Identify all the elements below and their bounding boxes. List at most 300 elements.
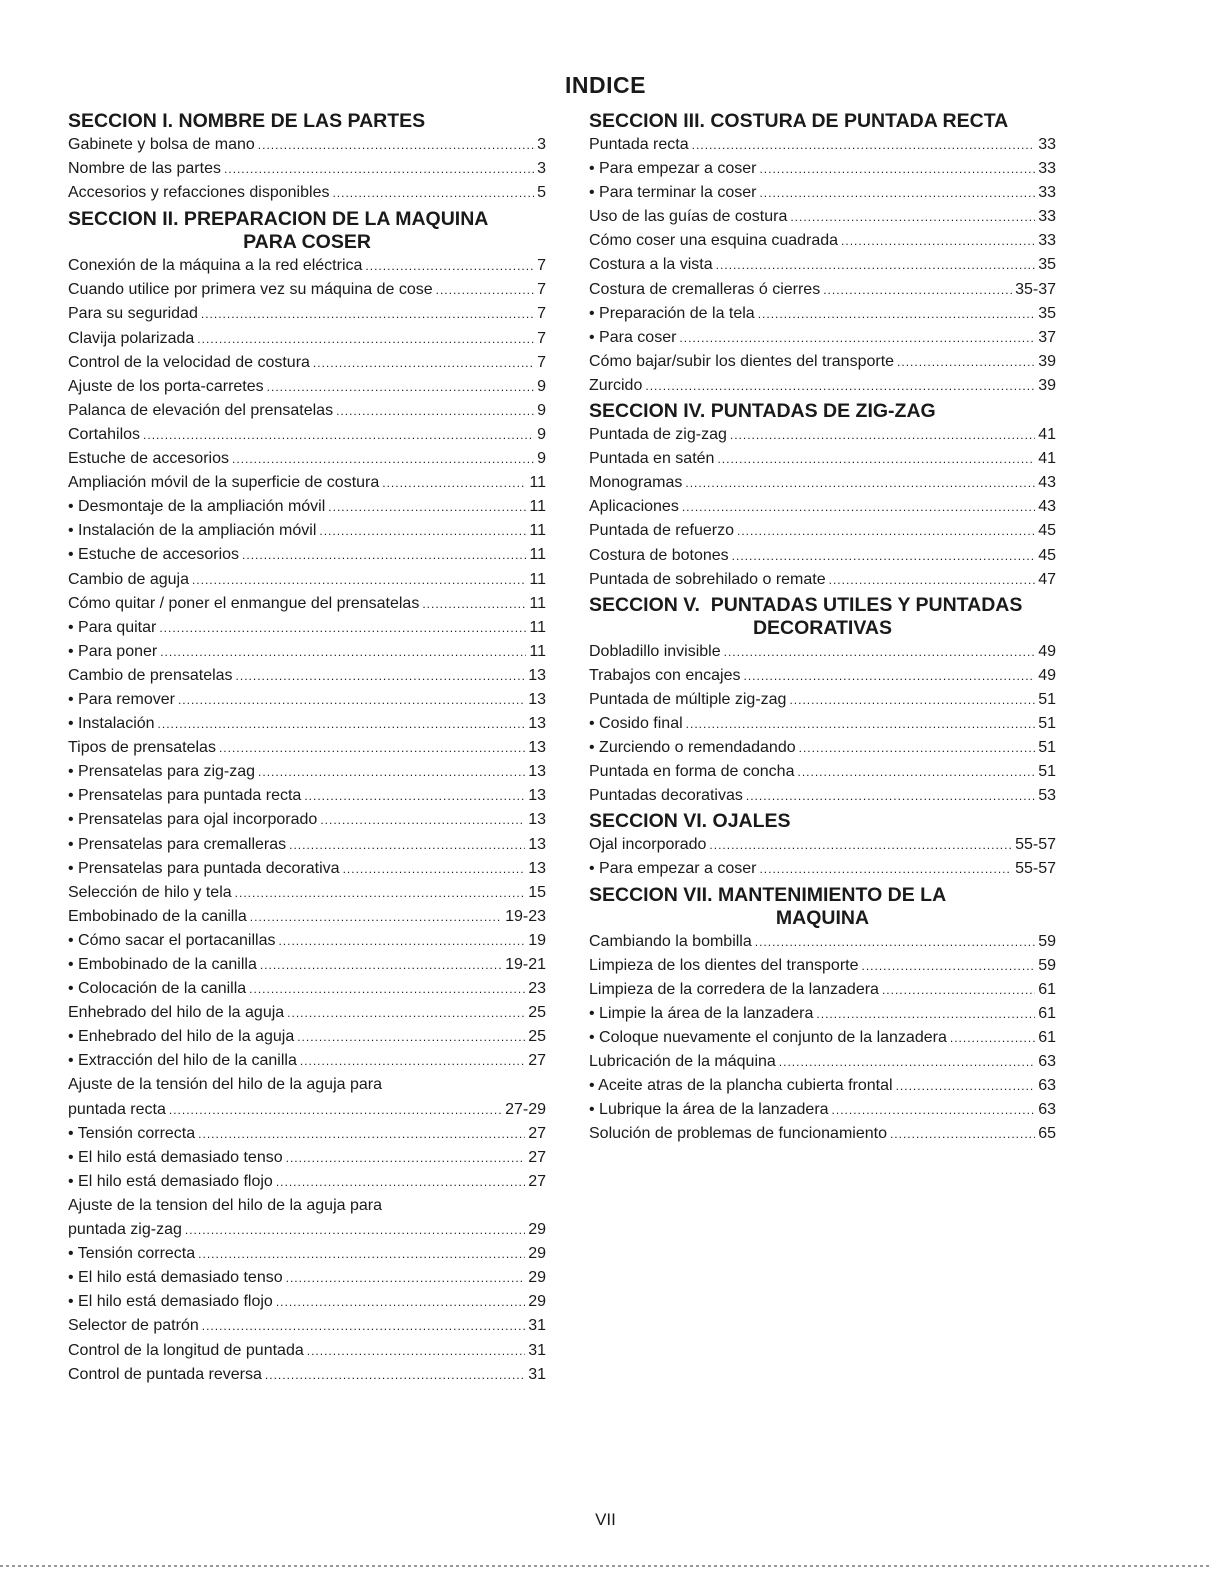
toc-entry-label: Cortahilos (68, 425, 141, 443)
toc-entry (589, 1074, 1056, 1098)
toc-entry-label: puntada recta (68, 1100, 166, 1118)
dot-leader (679, 326, 1035, 350)
toc-entry (589, 712, 1056, 736)
toc-entry-page: 19 (528, 931, 546, 949)
toc-entry (68, 1025, 546, 1049)
toc-entry (68, 905, 546, 929)
section-5-title: SECCION V. PUNTADAS UTILES Y PUNTADAS (589, 593, 1023, 616)
toc-entry-label: Puntada de sobrehilado o remate (589, 570, 826, 588)
dot-leader (829, 568, 1036, 592)
toc-entry-page: 53 (1038, 787, 1056, 805)
dot-leader (219, 736, 525, 760)
toc-entry-page: 51 (1038, 763, 1056, 781)
section-1-heading: SECCION I. NOMBRE DE LAS PARTES (68, 110, 426, 132)
toc-entry (589, 495, 1056, 519)
toc-entry-page: 47 (1038, 570, 1056, 588)
toc-entry (589, 688, 1056, 712)
toc-entry-page: 41 (1038, 426, 1056, 444)
toc-entry-page: 65 (1038, 1125, 1056, 1143)
dot-leader (224, 157, 534, 181)
toc-entry-label: • Cosido final (589, 714, 683, 732)
dot-leader (755, 930, 1035, 954)
toc-entry (589, 471, 1056, 495)
section-2-list-c (68, 1218, 546, 1387)
toc-entry (589, 1050, 1056, 1074)
toc-entry-label: Trabajos con encajes (589, 666, 741, 684)
dot-leader (276, 1170, 525, 1194)
toc-entry-label: • Extracción del hilo de la canilla (68, 1052, 297, 1070)
toc-entry (68, 133, 546, 157)
toc-entry (589, 930, 1056, 954)
toc-entry (68, 519, 546, 543)
toc-entry-label: Cambiando la bombilla (589, 932, 752, 950)
dot-leader (790, 205, 1035, 229)
toc-entry (589, 253, 1056, 277)
toc-entry-label: Control de puntada reversa (68, 1365, 262, 1383)
toc-entry-page: 51 (1038, 714, 1056, 732)
toc-entry-label: • Prensatelas para puntada decorativa (68, 859, 340, 877)
toc-entry (68, 1122, 546, 1146)
toc-entry-label: • Limpie la área de la lanzadera (589, 1004, 814, 1022)
toc-entry-label: Limpieza de la corredera de la lanzadera (589, 980, 879, 998)
dot-leader (759, 157, 1035, 181)
toc-entry-page: 45 (1038, 546, 1056, 564)
toc-entry (68, 278, 546, 302)
dot-leader (198, 1242, 525, 1266)
toc-entry-page: 33 (1038, 208, 1056, 226)
toc-entry (589, 326, 1056, 350)
dot-leader (758, 302, 1036, 326)
toc-entry-label: Para su seguridad (68, 305, 198, 323)
toc-entry (68, 881, 546, 905)
toc-entry-page: 49 (1038, 642, 1056, 660)
dot-leader (686, 712, 1036, 736)
dot-leader (816, 1002, 1035, 1026)
dot-leader (158, 712, 526, 736)
dot-leader (332, 181, 534, 205)
dot-leader (159, 616, 526, 640)
toc-entry-page: 7 (537, 257, 546, 275)
toc-entry-label: Conexión de la máquina a la red eléctrica (68, 257, 363, 275)
section-2-list (68, 254, 546, 1073)
toc-entry (589, 640, 1056, 664)
toc-entry-page: 7 (537, 353, 546, 371)
dot-leader (841, 229, 1035, 253)
dot-leader (897, 350, 1035, 374)
toc-entry-page: 11 (529, 618, 546, 636)
toc-entry-label: Puntada recta (589, 136, 689, 153)
toc-entry-label: • Aceite atras de la plancha cubierta frontal (589, 1077, 893, 1095)
toc-entry-label: • El hilo está demasiado tenso (68, 1269, 283, 1287)
toc-entry-page: 13 (528, 739, 546, 757)
toc-entry-page: 13 (528, 666, 546, 684)
toc-entry (68, 1290, 546, 1314)
dot-leader (422, 592, 526, 616)
toc-entry-page: 19-21 (505, 956, 546, 973)
toc-entry (589, 1098, 1056, 1122)
toc-entry-label: Puntadas decorativas (589, 787, 743, 805)
toc-entry-label: • Preparación de la tela (589, 304, 755, 322)
index-title: INDICE (565, 72, 646, 98)
section-2-list-b (68, 1098, 546, 1194)
toc-entry-page: 51 (1038, 739, 1056, 757)
dot-leader (759, 857, 1012, 881)
dot-leader (201, 302, 534, 326)
dot-leader (746, 784, 1035, 808)
dot-leader (709, 833, 1012, 857)
toc-entry (589, 978, 1056, 1002)
toc-entry-page: 27 (528, 1124, 546, 1142)
toc-entry-label: Costura a la vista (589, 256, 713, 274)
dot-leader (882, 978, 1035, 1002)
dot-leader (744, 664, 1036, 688)
toc-entry-label: • Prensatelas para puntada recta (68, 787, 302, 805)
toc-entry (68, 447, 546, 471)
toc-entry (68, 760, 546, 784)
toc-entry (68, 423, 546, 447)
toc-entry (589, 302, 1056, 326)
toc-entry-label: • Prensatelas para cremalleras (68, 835, 287, 853)
section-2-title-continued: PARA COSER (243, 231, 371, 254)
section-4-heading: SECCION IV. PUNTADAS DE ZIG-ZAG (589, 400, 936, 423)
dot-leader (737, 519, 1035, 543)
toc-entry-page: 25 (528, 1028, 546, 1046)
section-7-heading (589, 884, 1056, 930)
dot-leader (799, 736, 1036, 760)
toc-entry-label: Palanca de elevación del prensatelas (68, 401, 334, 419)
toc-entry-page: 31 (528, 1341, 546, 1359)
toc-entry-label: • Embobinado de la canilla (68, 956, 257, 973)
toc-entry-label: • Coloque nuevamente el conjunto de la lanzadera (589, 1028, 947, 1046)
dot-leader (289, 833, 525, 857)
toc-entry-page: 33 (1038, 136, 1056, 153)
toc-entry-page: 11 (529, 474, 546, 492)
toc-entry-label: Monogramas (589, 474, 683, 492)
toc-entry-label: Puntada de múltiple zig-zag (589, 690, 787, 708)
toc-entry-label: Solución de problemas de funcionamiento (589, 1125, 887, 1143)
toc-entry-page: 41 (1038, 450, 1056, 468)
toc-entry (68, 1049, 546, 1073)
toc-entry-page: 29 (528, 1293, 546, 1311)
section-3-list (589, 133, 1056, 398)
toc-entry-page: 9 (537, 450, 546, 468)
toc-entry-label: Accesorios y refacciones disponibles (68, 184, 330, 202)
toc-entry-label: • El hilo está demasiado flojo (68, 1293, 273, 1311)
dot-leader (286, 1146, 526, 1170)
toc-entry (68, 1170, 546, 1194)
toc-entry-page: 7 (537, 281, 546, 299)
toc-entry-page: 11 (529, 570, 546, 588)
dot-leader (143, 423, 534, 447)
toc-entry-page: 9 (537, 425, 546, 443)
toc-entry (589, 1002, 1056, 1026)
toc-entry-page: 29 (528, 1221, 546, 1239)
toc-entry-page: 43 (1038, 498, 1056, 516)
toc-entry (68, 1266, 546, 1290)
dot-leader (730, 423, 1035, 447)
dot-leader (832, 1098, 1036, 1122)
dot-leader (336, 399, 534, 423)
dot-leader (178, 688, 525, 712)
toc-entry-page: 61 (1038, 1004, 1056, 1022)
toc-entry-label: Puntada en forma de concha (589, 763, 795, 781)
dot-leader (185, 1218, 525, 1242)
toc-entry-label: Control de la velocidad de costura (68, 353, 310, 371)
toc-entry (589, 760, 1056, 784)
toc-entry-page: 33 (1038, 184, 1056, 202)
toc-entry-page: 11 (529, 594, 546, 612)
toc-entry-page: 39 (1038, 376, 1056, 394)
toc-entry-label: • Para coser (589, 328, 677, 346)
right-column (589, 110, 1056, 1146)
toc-entry-page: 13 (528, 811, 546, 829)
toc-entry-label: • El hilo está demasiado flojo (68, 1172, 273, 1190)
toc-entry (589, 954, 1056, 978)
toc-entry (68, 1146, 546, 1170)
toc-entry-label: • Para quitar (68, 618, 157, 636)
toc-entry-label: Puntada de refuerzo (589, 522, 734, 540)
toc-entry-page: 35 (1038, 304, 1056, 322)
toc-entry-label: Puntada en satén (589, 450, 715, 468)
toc-entry-page: 43 (1038, 474, 1056, 492)
toc-entry (68, 495, 546, 519)
section-5-list (589, 640, 1056, 809)
toc-entry-label: • Para remover (68, 690, 175, 708)
toc-entry-label: Aplicaciones (589, 498, 679, 516)
dot-leader (436, 278, 534, 302)
dot-leader (160, 640, 526, 664)
toc-entry-page: 61 (1038, 1028, 1056, 1046)
toc-entry (589, 1026, 1056, 1050)
toc-entry-label: Ampliación móvil de la superficie de costura (68, 474, 380, 492)
toc-entry-label: • Zurciendo o remendadando (589, 739, 796, 757)
dot-leader (249, 977, 525, 1001)
toc-entry-label: • Para terminar la coser (589, 184, 757, 202)
dot-leader (779, 1050, 1035, 1074)
toc-entry-page: 25 (528, 1004, 546, 1022)
toc-entry-label: • Estuche de accesorios (68, 546, 240, 564)
toc-entry-page: 27-29 (505, 1100, 546, 1118)
toc-entry-page: 29 (528, 1245, 546, 1263)
dot-leader (645, 374, 1035, 398)
dot-leader (320, 808, 525, 832)
toc-entry (68, 1001, 546, 1025)
toc-entry-label: • Colocación de la canilla (68, 980, 247, 998)
toc-entry-page: 45 (1038, 522, 1056, 540)
toc-entry (68, 1339, 546, 1363)
dot-leader (242, 543, 526, 567)
toc-entry-page: 27 (528, 1148, 546, 1166)
section-7-title: SECCION VII. MANTENIMIENTO DE LA (589, 883, 947, 906)
toc-entry-page: 13 (528, 835, 546, 853)
toc-entry (68, 712, 546, 736)
dot-leader (692, 133, 1036, 157)
toc-entry-label: Cómo quitar / poner el enmangue del prensatelas (68, 594, 420, 612)
toc-entry-label: • Tensión correcta (68, 1245, 196, 1263)
dot-leader (258, 760, 525, 784)
scan-edge-divider (0, 1565, 1211, 1567)
toc-entry-label: Gabinete y bolsa de mano (68, 136, 255, 153)
toc-entry-label: Embobinado de la canilla (68, 907, 247, 925)
dot-leader (823, 278, 1012, 302)
dot-leader (276, 1290, 525, 1314)
dot-leader (198, 1122, 525, 1146)
toc-entry-page: 27 (528, 1052, 546, 1070)
section-5-heading (589, 594, 1056, 640)
toc-entry (68, 157, 546, 181)
toc-entry-label: Zurcido (589, 376, 643, 394)
dot-leader (202, 1314, 525, 1338)
toc-entry-label: puntada zig-zag (68, 1221, 182, 1239)
toc-entry-page: 9 (537, 401, 546, 419)
toc-entry (68, 953, 546, 977)
toc-entry-page: 63 (1038, 1053, 1056, 1070)
toc-entry (589, 519, 1056, 543)
toc-entry-page: 63 (1038, 1077, 1056, 1095)
toc-entry-label: • Prensatelas para zig-zag (68, 763, 256, 781)
toc-entry-page: 39 (1038, 352, 1056, 370)
toc-entry-page: 11 (529, 546, 546, 564)
toc-entry (68, 399, 546, 423)
dot-leader (267, 375, 534, 399)
toc-entry-page: 5 (537, 184, 546, 202)
toc-entry (68, 568, 546, 592)
toc-entry (589, 205, 1056, 229)
toc-entry (589, 857, 1056, 881)
toc-entry-page: 15 (528, 883, 546, 901)
dot-leader (236, 664, 526, 688)
dot-leader (235, 881, 526, 905)
toc-entry (589, 423, 1056, 447)
dot-leader (797, 760, 1035, 784)
toc-entry-label: Dobladillo invisible (589, 642, 721, 660)
toc-entry-label: Uso de las guías de costura (589, 208, 788, 226)
toc-entry-page: 59 (1038, 932, 1056, 950)
toc-line: Ajuste de la tension del hilo de la aguja para (68, 1196, 382, 1214)
toc-entry (589, 784, 1056, 808)
dot-leader (343, 857, 526, 881)
toc-entry (68, 977, 546, 1001)
toc-entry (589, 544, 1056, 568)
dot-leader (192, 568, 526, 592)
toc-entry (68, 302, 546, 326)
toc-entry-label: Costura de cremalleras ó cierres (589, 280, 821, 298)
toc-entry-label: • Cómo sacar el portacanillas (68, 931, 276, 949)
toc-entry (68, 736, 546, 760)
toc-entry-page: 29 (528, 1269, 546, 1287)
toc-entry (68, 254, 546, 278)
toc-entry (68, 1242, 546, 1266)
toc-entry-label: Limpieza de los dientes del transporte (589, 956, 859, 974)
toc-entry-label: • Para poner (68, 642, 158, 660)
toc-entry (68, 664, 546, 688)
toc-entry-page: 23 (528, 980, 546, 998)
section-2-title: SECCION II. PREPARACION DE LA MAQUINA (68, 208, 489, 231)
toc-entry (68, 351, 546, 375)
toc-entry-page: 49 (1038, 666, 1056, 684)
toc-entry-label: • Instalación (68, 715, 155, 733)
dot-leader (685, 471, 1035, 495)
dot-leader (232, 447, 534, 471)
toc-entry-label: Selector de patrón (68, 1317, 199, 1335)
toc-entry-label: Cómo bajar/subir los dientes del transporte (589, 352, 895, 370)
toc-entry (68, 1218, 546, 1242)
toc-entry (68, 1098, 546, 1122)
toc-entry-page: 13 (528, 859, 546, 877)
toc-entry (68, 375, 546, 399)
section-1-list (68, 133, 546, 205)
section-2-heading (68, 208, 546, 254)
toc-entry (68, 616, 546, 640)
toc-entry (589, 229, 1056, 253)
dot-leader (759, 181, 1035, 205)
dot-leader (250, 905, 502, 929)
dot-leader (313, 351, 534, 375)
toc-entry (589, 664, 1056, 688)
toc-entry-page: 13 (528, 763, 546, 781)
toc-entry-label: Cómo coser una esquina cuadrada (589, 232, 839, 250)
toc-entry-page: 13 (528, 690, 546, 708)
toc-entry-label: Estuche de accesorios (68, 450, 229, 468)
toc-entry (68, 327, 546, 351)
dot-leader (328, 495, 526, 519)
toc-entry (589, 447, 1056, 471)
dot-leader (169, 1098, 502, 1122)
dot-leader (890, 1122, 1035, 1146)
dot-leader (365, 254, 534, 278)
toc-entry-label: Lubricación de la máquina (589, 1053, 776, 1070)
dot-leader (304, 784, 525, 808)
toc-entry-page: 37 (1038, 328, 1056, 346)
toc-entry-page: 61 (1038, 980, 1056, 998)
dot-leader (716, 253, 1036, 277)
toc-entry (68, 833, 546, 857)
toc-entry-label: Control de la longitud de puntada (68, 1341, 304, 1359)
left-column (68, 110, 546, 1387)
section-6-list (589, 833, 1056, 881)
toc-entry-label: Cuando utilice por primera vez su máquina de cose (68, 281, 433, 299)
toc-entry-label: • Lubrique la área de la lanzadera (589, 1101, 829, 1119)
toc-entry-label: Ojal incorporado (589, 836, 707, 854)
dot-leader (724, 640, 1036, 664)
toc-entry-page: 59 (1038, 956, 1056, 974)
toc-entry (589, 350, 1056, 374)
toc-entry-page: 3 (537, 136, 546, 153)
dot-leader (265, 1363, 525, 1387)
toc-entry-page: 7 (537, 305, 546, 323)
dot-leader (297, 1025, 525, 1049)
toc-line: Ajuste de la tensión del hilo de la aguja para (68, 1076, 382, 1094)
toc-entry-label: • Prensatelas para ojal incorporado (68, 811, 318, 829)
toc-entry (68, 1363, 546, 1387)
toc-entry (589, 736, 1056, 760)
toc-entry (68, 471, 546, 495)
toc-entry-page: 33 (1038, 232, 1056, 250)
toc-entry-page: 31 (528, 1365, 546, 1383)
toc-entry-page: 55-57 (1015, 860, 1056, 878)
toc-entry-label: Cambio de aguja (68, 570, 189, 588)
toc-entry (68, 784, 546, 808)
dot-leader (286, 1266, 526, 1290)
toc-entry-label: Cambio de prensatelas (68, 666, 233, 684)
toc-entry-label: Enhebrado del hilo de la aguja (68, 1004, 285, 1022)
toc-entry-label: • Enhebrado del hilo de la aguja (68, 1028, 295, 1046)
toc-entry (589, 374, 1056, 398)
dot-leader (287, 1001, 525, 1025)
toc-entry-page: 11 (529, 642, 546, 660)
toc-entry-page: 31 (528, 1317, 546, 1335)
toc-entry-label: • Para empezar a coser (589, 160, 757, 178)
